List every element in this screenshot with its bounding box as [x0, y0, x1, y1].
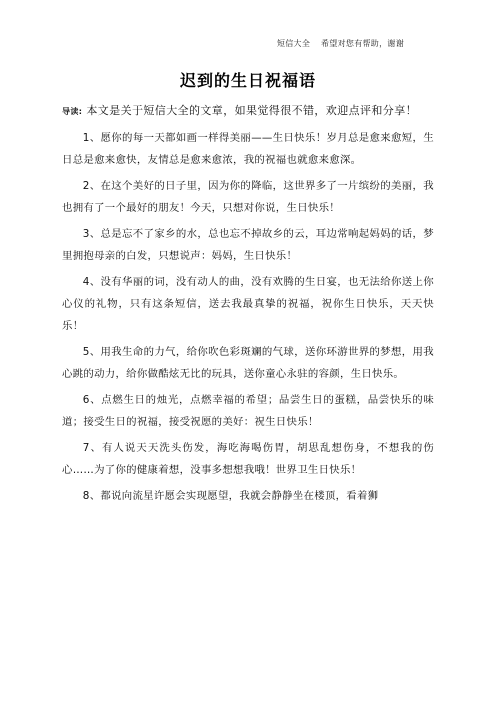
paragraph-2: 2、在这个美好的日子里，因为你的降临，这世界多了一片缤纷的美丽，我也拥有了一个最好的朋友！今天，只想对你说，生日快乐！	[62, 180, 434, 214]
lead-text: 本文是关于短信大全的文章，如果觉得很不错，欢迎点评和分享！	[86, 104, 418, 117]
lead-label: 导读:	[62, 107, 83, 116]
paragraph-1: 1、愿你的每一天都如画一样得美丽——生日快乐！岁月总是愈来愈短，生日总是愈来愈快，友情总是愈来愈浓，我的祝福也就愈来愈深。	[62, 132, 434, 166]
document-body	[62, 100, 434, 511]
page-header	[277, 38, 404, 49]
lead-paragraph	[62, 100, 434, 123]
header-left-text: 短信大全	[276, 39, 311, 48]
paragraph-6: 6、点燃生日的烛光，点燃幸福的希望；品尝生日的蛋糕，品尝快乐的味道；接受生日的祝福，接受祝愿的美好：祝生日快乐！	[62, 394, 434, 428]
paragraph-7: 7、有人说天天洗头伤发，海吃海喝伤胃，胡思乱想伤身，不想我的伤心……为了你的健康着想，没事多想想我哦！世界卫生日快乐！	[62, 442, 434, 476]
header-right-text: 希望对您有帮助，谢谢	[321, 39, 404, 48]
paragraph-4: 4、没有华丽的词，没有动人的曲，没有欢腾的生日宴，也无法给你送上你心仪的礼物，只有这条短信，送去我最真挚的祝福，祝你生日快乐，天天快乐！	[62, 276, 434, 332]
document-title: 迟到的生日祝福语	[179, 71, 316, 90]
paragraph-8: 8、都说向流星许愿会实现愿望，我就会静静坐在楼顶，看着狮	[82, 490, 379, 502]
paragraph-3: 3、总是忘不了家乡的水，总也忘不掉故乡的云，耳边常响起妈妈的话，梦里拥抱母亲的白发，只想说声：妈妈，生日快乐！	[62, 228, 434, 262]
paragraph-5: 5、用我生命的力气，给你吹色彩斑斓的气球，送你环游世界的梦想，用我心跳的动力，给你做酷炫无比的玩具，送你童心永驻的容颜，生日快乐。	[62, 346, 434, 380]
